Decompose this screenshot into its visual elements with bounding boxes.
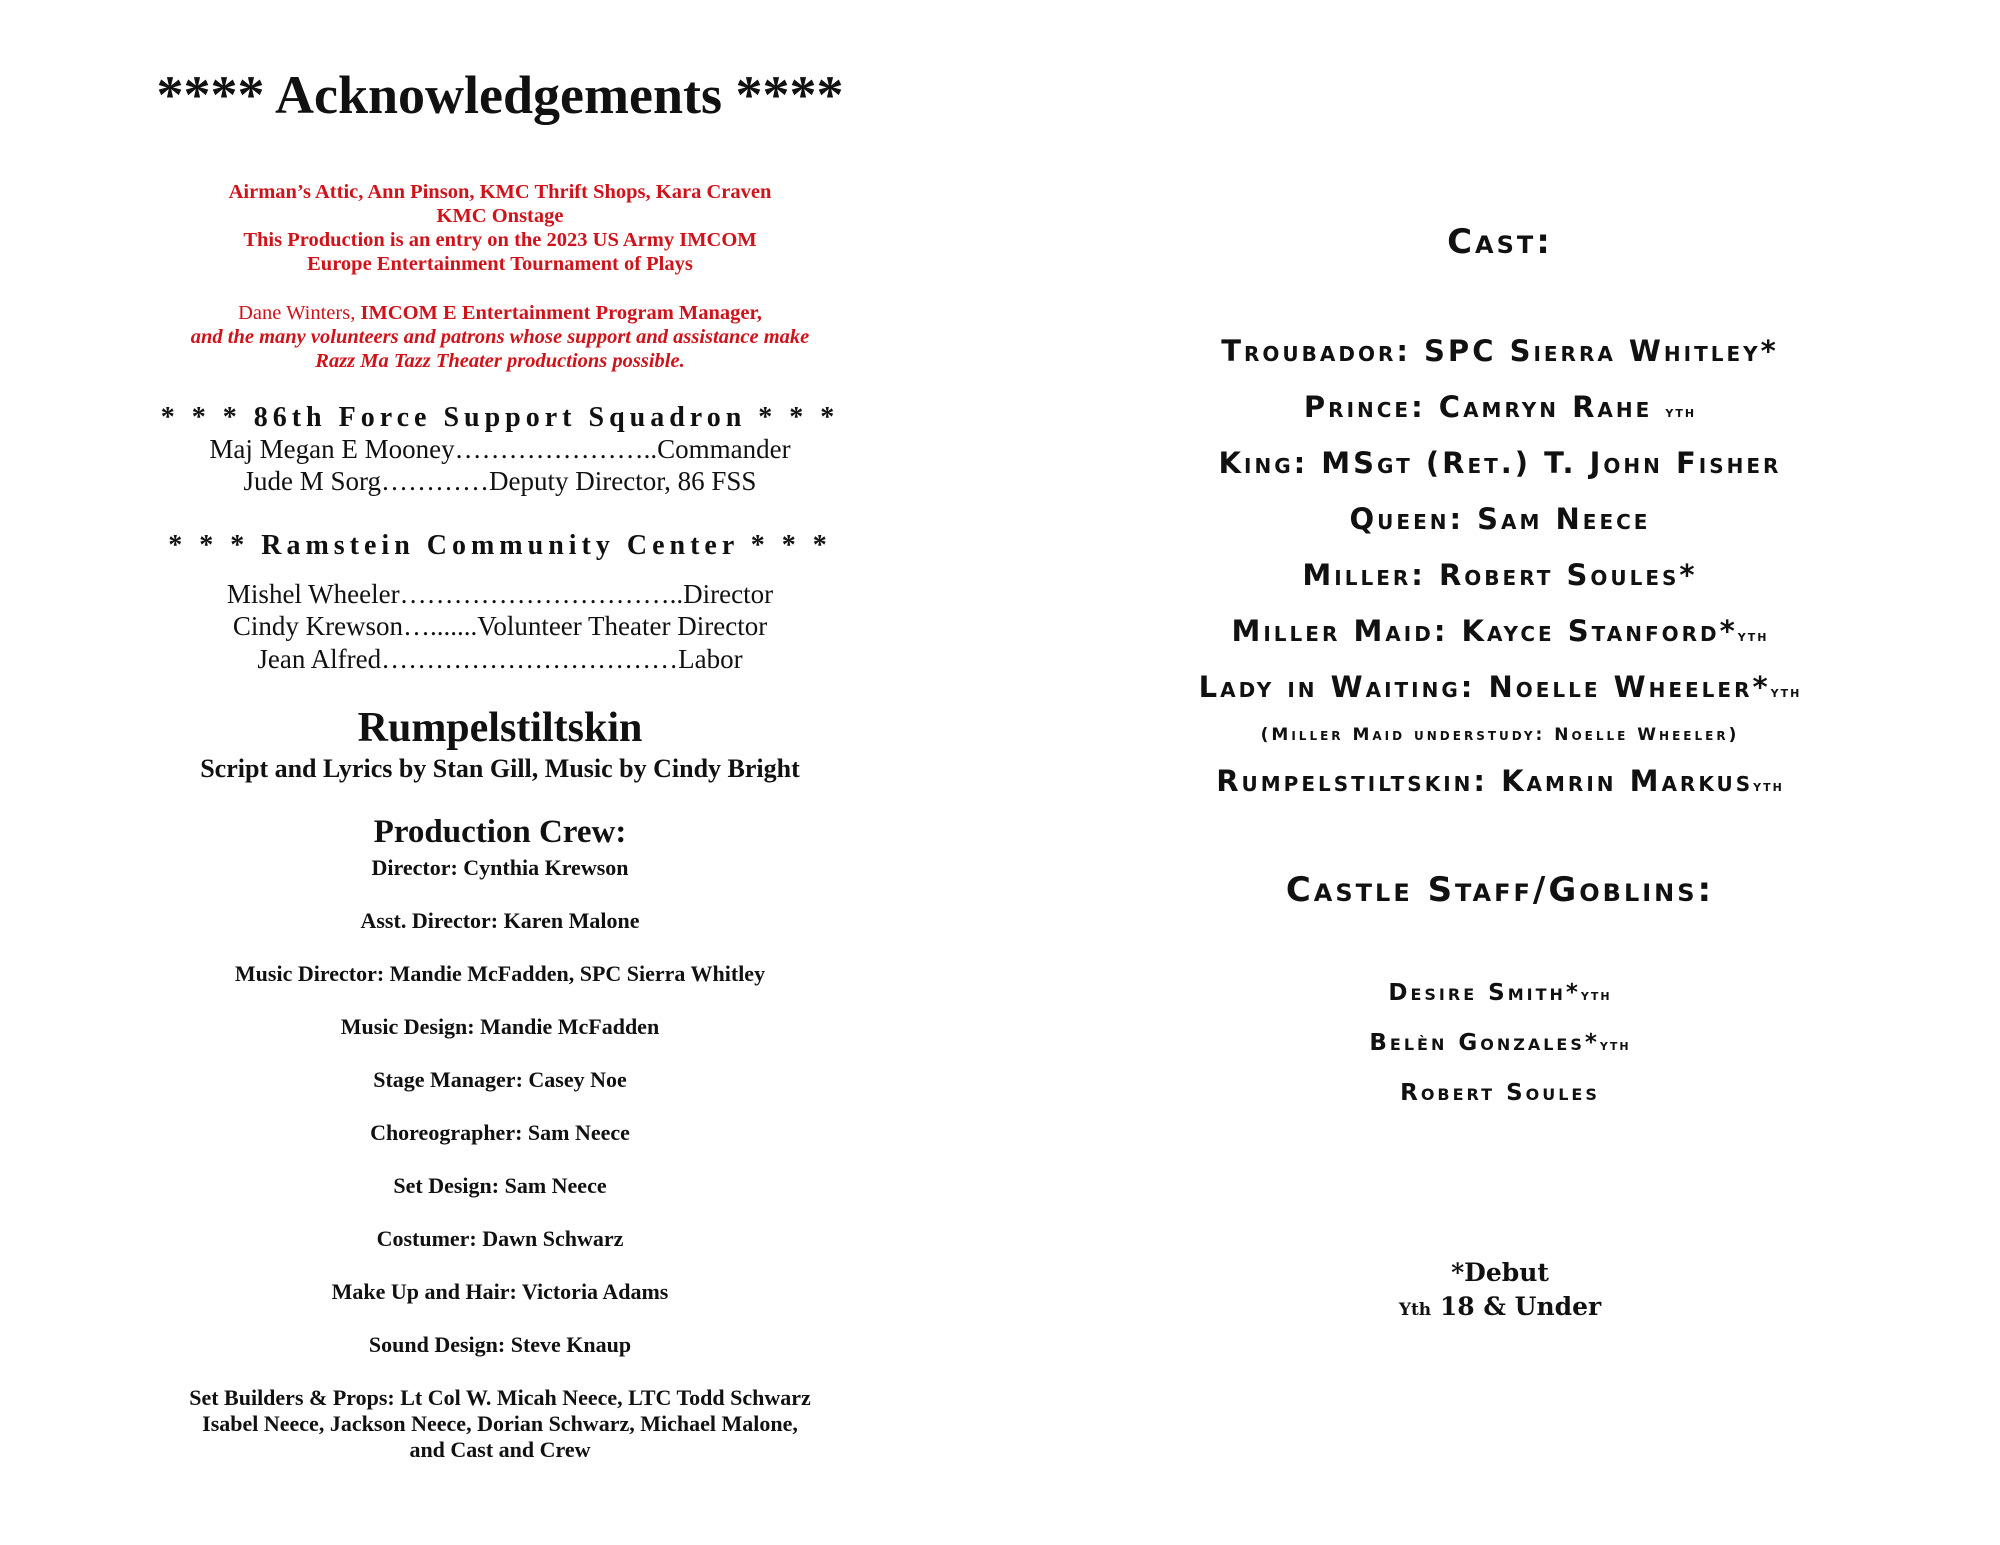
- manager-name: Dane Winters,: [238, 302, 361, 324]
- castle-staff-member: Belèn Gonzales*yth: [1369, 1030, 1631, 1056]
- cast-member-rumpelstiltskin: Rumpelstiltskin: Kamrin Markusyth: [1216, 764, 1784, 798]
- cast-member: Miller Maid: Kayce Stanford*yth: [1231, 614, 1769, 648]
- volunteers-line-1: and the many volunteers and patrons whose support and assistance make: [190, 326, 810, 348]
- show-credits: Script and Lyrics by Stan Gill, Music by Cindy Bright: [200, 754, 800, 783]
- cast-member: Queen: Sam Neece: [1349, 502, 1651, 536]
- community-center-line: Mishel Wheeler…………………………..Director: [226, 579, 774, 609]
- squadron-line: Jude M Sorg…………Deputy Director, 86 FSS: [243, 466, 757, 496]
- set-builders-line-1: Set Builders & Props: Lt Col W. Micah Neece, LTC Todd Schwarz: [189, 1385, 811, 1410]
- show-title: Rumpelstiltskin: [357, 705, 643, 751]
- cast-member: King: MSgt (Ret.) T. John Fisher: [1218, 446, 1782, 480]
- community-center-line: Jean Alfred……………………………Labor: [257, 644, 743, 674]
- debut-legend: *Debut: [1451, 1258, 1549, 1287]
- community-center-line: Cindy Krewson….......Volunteer Theater Director: [232, 611, 768, 641]
- program-manager-line: [120, 301, 880, 325]
- production-crew-heading: Production Crew:: [373, 814, 627, 850]
- squadron-line: Maj Megan E Mooney…………………..Commander: [209, 434, 791, 464]
- castle-staff-member: Desire Smith*yth: [1388, 980, 1612, 1006]
- cast-member: Prince: Camryn Rahe yth: [1303, 390, 1697, 424]
- thanks-line-3: This Production is an entry on the 2023 US Army IMCOM: [243, 229, 757, 251]
- crew-item: Choreographer: Sam Neece: [370, 1120, 630, 1145]
- cast-member: Troubador: SPC Sierra Whitley*: [1221, 334, 1779, 368]
- cast-member: Lady in Waiting: Noelle Wheeler*yth: [1198, 670, 1802, 704]
- youth-legend: Yth 18 & Under: [1398, 1292, 1602, 1321]
- crew-item: Stage Manager: Casey Noe: [373, 1067, 627, 1092]
- manager-title: IMCOM E Entertainment Program Manager,: [360, 302, 762, 324]
- crew-item: Music Design: Mandie McFadden: [340, 1014, 660, 1039]
- crew-item: Asst. Director: Karen Malone: [360, 908, 640, 933]
- thanks-line-4: Europe Entertainment Tournament of Plays: [307, 253, 693, 275]
- thanks-line-2: KMC Onstage: [436, 205, 564, 227]
- crew-item: Make Up and Hair: Victoria Adams: [331, 1279, 669, 1304]
- castle-staff-member: Robert Soules: [1400, 1080, 1600, 1106]
- crew-item: Sound Design: Steve Knaup: [368, 1332, 632, 1357]
- volunteers-line-2: Razz Ma Tazz Theater productions possible.: [315, 350, 685, 372]
- crew-item: Director: Cynthia Krewson: [371, 855, 629, 880]
- thanks-line-1: Airman’s Attic, Ann Pinson, KMC Thrift Shops, Kara Craven: [228, 181, 772, 203]
- understudy-note: (Miller Maid understudy: Noelle Wheeler): [1260, 725, 1740, 745]
- acknowledgements-title: **** Acknowledgements ****: [156, 65, 844, 125]
- crew-item: Costumer: Dawn Schwarz: [376, 1226, 624, 1251]
- crew-item: Set Design: Sam Neece: [393, 1173, 607, 1198]
- crew-item: Music Director: Mandie McFadden, SPC Sierra Whitley: [234, 961, 766, 986]
- set-builders-line-3: and Cast and Crew: [409, 1437, 591, 1462]
- squadron-heading: * * * 86th Force Support Squadron * * *: [160, 402, 840, 433]
- castle-staff-heading: Castle Staff/Goblins:: [1285, 870, 1715, 910]
- set-builders-line-2: Isabel Neece, Jackson Neece, Dorian Schwarz, Michael Malone,: [202, 1411, 798, 1436]
- cast-heading: Cast:: [1447, 222, 1553, 262]
- community-center-heading: * * * Ramstein Community Center * * *: [168, 530, 832, 561]
- cast-member: Miller: Robert Soules*: [1302, 558, 1698, 592]
